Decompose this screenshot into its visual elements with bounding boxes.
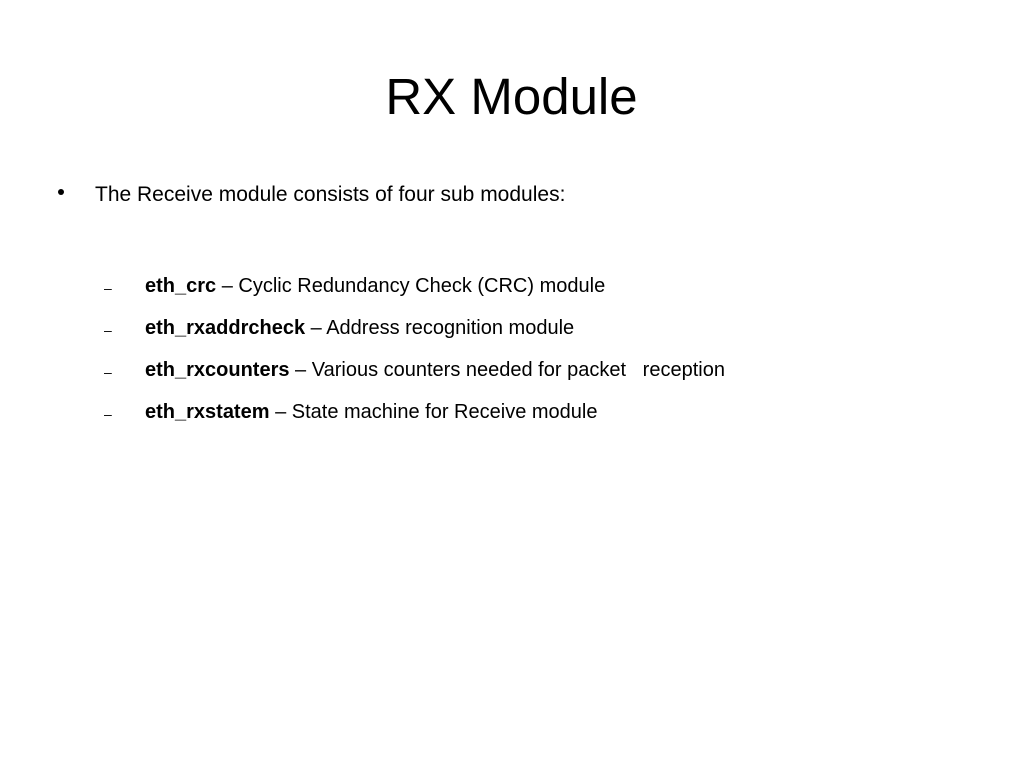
slide-title: RX Module [385,68,638,125]
dash-icon: – [104,406,112,422]
sub-bullet-text [145,313,574,343]
sub-bullet-text [145,271,605,301]
module-name: eth_crc [145,275,217,297]
module-description: – Address recognition module [305,317,575,339]
bullet-dot-icon [58,189,64,195]
dash-icon: – [104,280,112,296]
dash-icon: – [104,322,112,338]
module-description: – State machine for Receive module [269,401,598,423]
sub-bullet-text [145,397,597,427]
module-name: eth_rxaddrcheck [145,317,306,339]
module-name: eth_rxstatem [145,401,270,423]
module-description: – Cyclic Redundancy Check (CRC) module [216,275,606,297]
bullet-item [0,180,1023,210]
sub-bullet-item [0,271,1023,301]
bullet-text: The Receive module consists of four sub modules: [95,183,566,206]
dash-icon: – [104,364,112,380]
sub-bullet-item [0,313,1023,343]
module-description: – Various counters needed for packet reception [289,359,725,381]
module-name: eth_rxcounters [145,359,290,381]
sub-bullet-text [145,355,725,385]
sub-bullet-item [0,397,1023,427]
sub-bullet-item [0,355,1023,385]
